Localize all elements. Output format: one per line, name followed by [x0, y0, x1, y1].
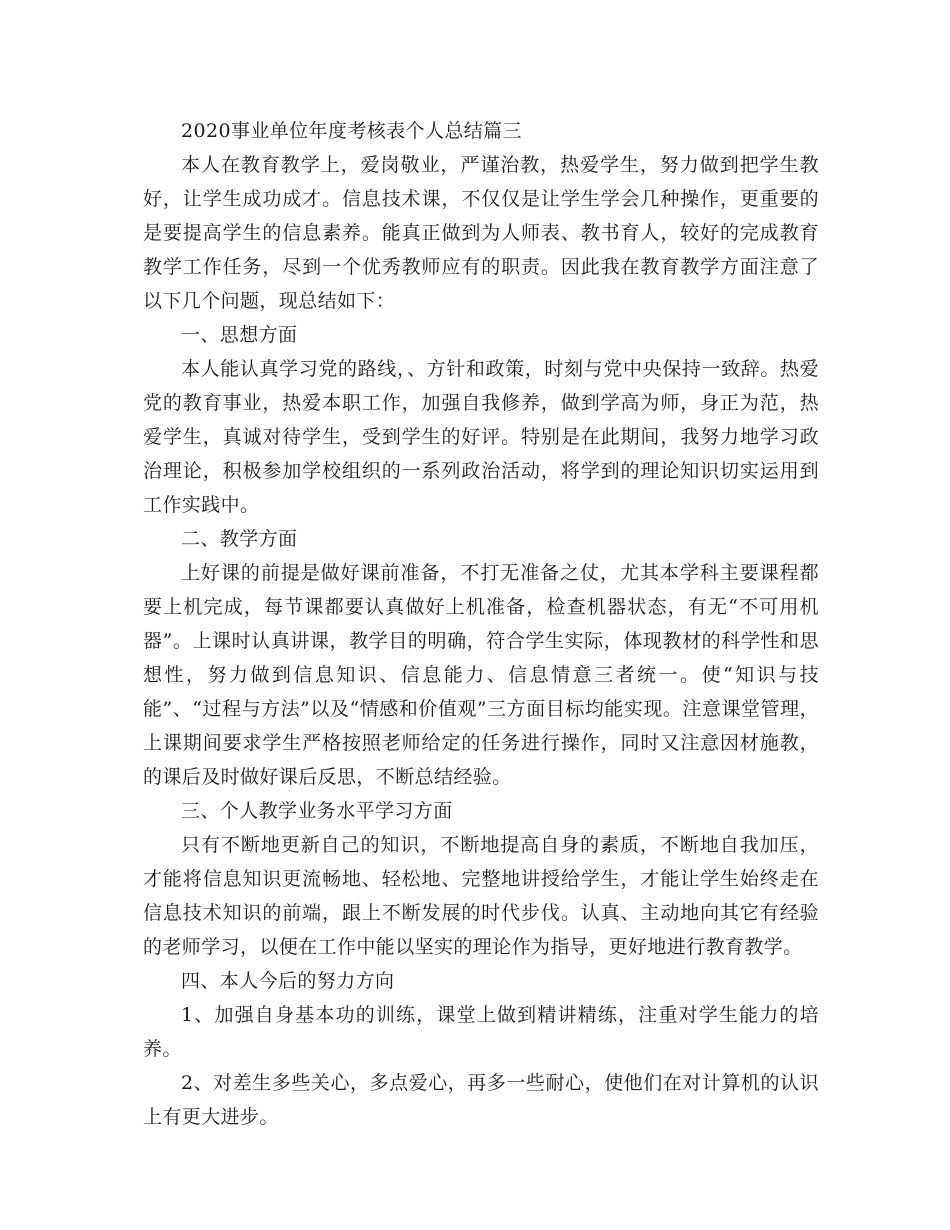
paragraph-intro: 本人在教育教学上，爱岗敬业，严谨治教，热爱学生，努力做到把学生教好，让学生成功成才。信息技术课，不仅仅是让学生学会几种操作，更重要的是要提高学生的信息素养。能真正做到为人师表、教书育人，较好的完成教育教学工作任务，尽到一个优秀教师应有的职责。因此我在教育教学方面注意了以下几个问题，现总结如下： — [143, 154, 819, 312]
document-title: 2020事业单位年度考核表个人总结篇三 — [181, 120, 522, 142]
document-body — [143, 114, 819, 1134]
section-heading-study: 三、个人教学业务水平学习方面 — [181, 800, 453, 822]
paragraph-study: 只有不断地更新自己的知识，不断地提高自身的素质，不断地自我加压，才能将信息知识更流畅地、轻松地、完整地讲授给学生，才能让学生始终走在信息技术知识的前端，跟上不断发展的时代步伐。认真、主动地向其它有经验的老师学习，以便在工作中能以坚实的理论作为指导，更好地进行教育教学。 — [143, 834, 819, 958]
section-heading-direction: 四、本人今后的努力方向 — [181, 970, 395, 992]
section-heading-thought: 一、思想方面 — [181, 324, 298, 346]
list-item-2: 2、对差生多些关心，多点爱心，再多一些耐心，使他们在对计算机的认识上有更大进步。 — [143, 1072, 819, 1128]
paragraph-thought: 本人能认真学习党的路线，、方针和政策，时刻与党中央保持一致辞。热爱党的教育事业，热爱本职工作，加强自我修养，做到学高为师，身正为范，热爱学生，真诚对待学生，受到学生的好评。特别是在此期间，我努力地学习政治理论，积极参加学校组织的一系列政治活动，将学到的理论知识切实运用到工作实践中。 — [143, 358, 819, 516]
list-item-1: 1、加强自身基本功的训练，课堂上做到精讲精练，注重对学生能力的培养。 — [143, 1004, 819, 1060]
paragraph-teaching: 上好课的前提是做好课前准备，不打无准备之仗，尤其本学科主要课程都要上机完成，每节课都要认真做好上机准备，检查机器状态，有无“不可用机器”。上课时认真讲课，教学目的明确，符合学生实际，体现教材的科学性和思想性，努力做到信息知识、信息能力、信息情意三者统一。使“知识与技能”、“过程与方法”以及“情感和价值观”三方面目标均能实现。注意课堂管理，上课期间要求学生严格按照老师给定的任务进行操作，同时又注意因材施教，的课后及时做好课后反思，不断总结经验。 — [143, 562, 819, 788]
section-heading-teaching: 二、教学方面 — [181, 528, 298, 550]
